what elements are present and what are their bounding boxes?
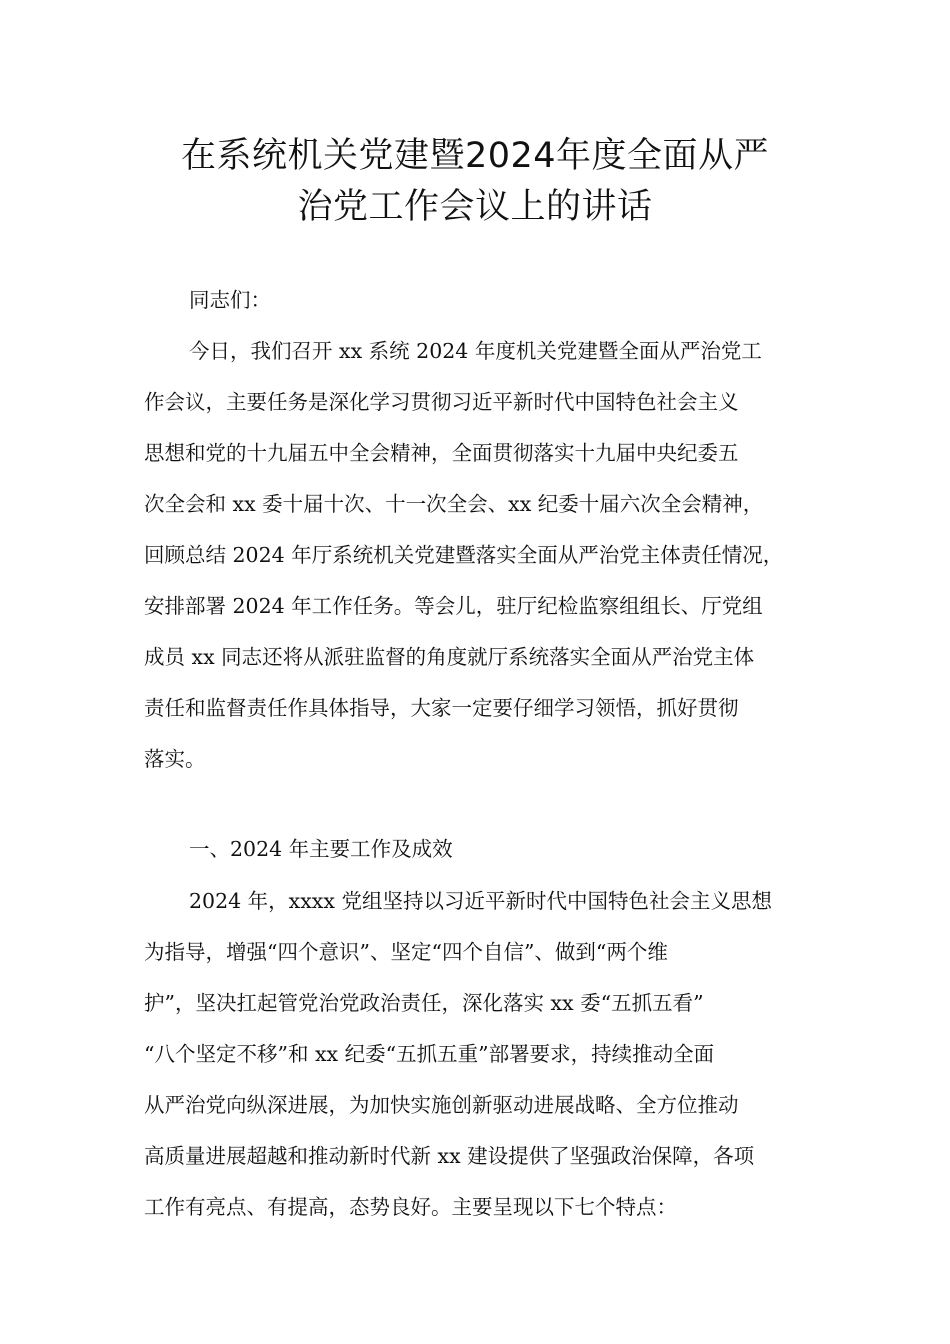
paragraph-2-line: “八个坚定不移”和 xx 纪委“五抓五重”部署要求，持续推动全面	[144, 1042, 715, 1066]
paragraph-2-line: 护”，坚决扛起管党治党政治责任，深化落实 xx 委“五抓五看”	[144, 991, 704, 1015]
section-heading-1: 一、2024 年主要工作及成效	[189, 837, 453, 861]
salutation: 同志们：	[189, 288, 271, 312]
document-title-line-1: 在系统机关党建暨2024年度全面从严	[180, 136, 770, 176]
paragraph-2-line: 工作有亮点、有提高，态势良好。主要呈现以下七个特点：	[144, 1195, 677, 1219]
paragraph-2-line: 高质量进展超越和推动新时代新 xx 建设提供了坚强政治保障，各项	[144, 1144, 755, 1168]
paragraph-1-line: 作会议，主要任务是深化学习贯彻习近平新时代中国特色社会主义	[144, 390, 739, 414]
paragraph-1-line: 责任和监督责任作具体指导，大家一定要仔细学习领悟，抓好贯彻	[144, 696, 739, 720]
paragraph-1-line: 安排部署 2024 年工作任务。等会儿，驻厅纪检监察组组长、厅党组	[144, 594, 763, 618]
paragraph-1-line: 回顾总结 2024 年厅系统机关党建暨落实全面从严治党主体责任情况，	[144, 543, 784, 567]
paragraph-1-line: 成员 xx 同志还将从派驻监督的角度就厅系统落实全面从严治党主体	[144, 645, 755, 669]
paragraph-1-line: 落实。	[144, 747, 206, 771]
paragraph-1-line: 今日，我们召开 xx 系统 2024 年度机关党建暨全面从严治党工	[189, 339, 762, 363]
paragraph-1-line: 思想和党的十九届五中全会精神，全面贯彻落实十九届中央纪委五	[144, 441, 739, 465]
paragraph-2-line: 2024 年，xxxx 党组坚持以习近平新时代中国特色社会主义思想	[189, 889, 772, 913]
document-title-line-2: 治党工作会议上的讲话	[297, 187, 653, 227]
paragraph-1-line: 次全会和 xx 委十届十次、十一次全会、xx 纪委十届六次全会精神，	[144, 492, 764, 516]
paragraph-2-line: 从严治党向纵深进展，为加快实施创新驱动进展战略、全方位推动	[144, 1093, 739, 1117]
paragraph-2-line: 为指导，增强“四个意识”、坚定“四个自信”、做到“两个维	[144, 940, 668, 964]
